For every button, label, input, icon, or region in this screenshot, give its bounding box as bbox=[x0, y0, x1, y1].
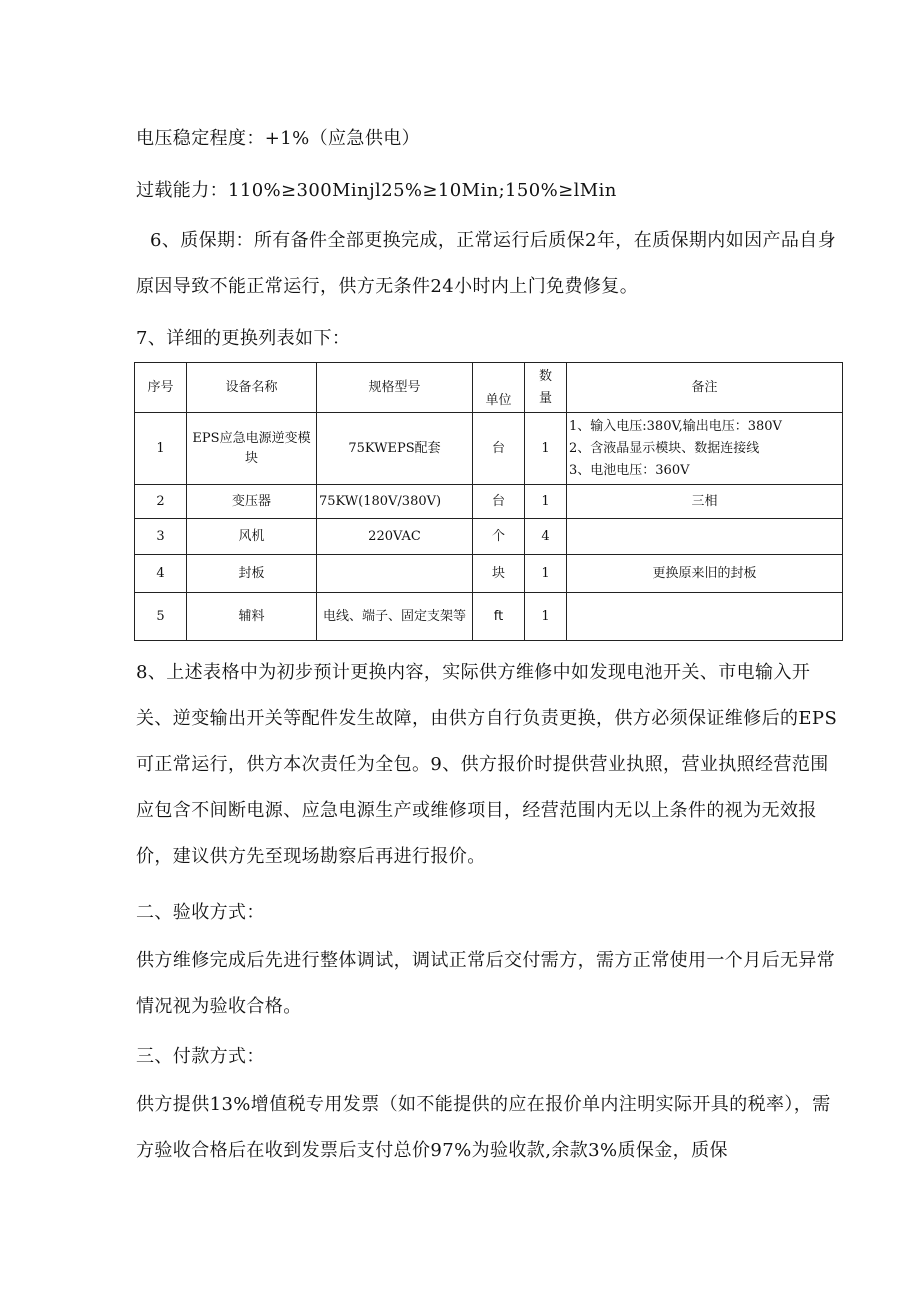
cell-model: 220VAC bbox=[317, 519, 473, 555]
cell-unit: 台 bbox=[473, 413, 525, 485]
cell-qty: 1 bbox=[525, 485, 567, 519]
cell-name: EPS应急电源逆变模块 bbox=[187, 413, 317, 485]
cell-qty: 1 bbox=[525, 555, 567, 593]
cell-name: 辅料 bbox=[187, 593, 317, 641]
cell-unit: 个 bbox=[473, 519, 525, 555]
cell-note: 更换原来旧的封板 bbox=[567, 555, 843, 593]
header-qty-2: 量 bbox=[538, 390, 552, 406]
cell-no: 4 bbox=[135, 555, 187, 593]
note-line: 3、电池电压：360V bbox=[569, 462, 690, 478]
section-heading-acceptance: 二、验收方式： bbox=[136, 902, 265, 923]
cell-note bbox=[567, 519, 843, 555]
cell-name: 封板 bbox=[187, 555, 317, 593]
header-name: 设备名称 bbox=[187, 363, 317, 413]
header-unit: 单位 bbox=[473, 363, 525, 413]
warranty-paragraph bbox=[136, 218, 842, 310]
voltage-stability-line: 电压稳定程度：+1%（应急供电） bbox=[136, 128, 421, 149]
cell-note bbox=[567, 593, 843, 641]
cell-note bbox=[567, 413, 843, 485]
cell-no: 1 bbox=[135, 413, 187, 485]
list-intro: 7、详细的更换列表如下： bbox=[136, 328, 351, 349]
table-header-row bbox=[135, 363, 843, 413]
table-row bbox=[135, 555, 843, 593]
cell-model: 75KW(180V/380V) bbox=[317, 485, 473, 519]
cell-no: 2 bbox=[135, 485, 187, 519]
header-no: 序号 bbox=[135, 363, 187, 413]
cell-note: 三相 bbox=[567, 485, 843, 519]
section-heading-payment: 三、付款方式： bbox=[136, 1046, 265, 1067]
acceptance-paragraph: 供方维修完成后先进行整体调试，调试正常后交付需方，需方正常使用一个月后无异常情况视为验收合格。 bbox=[136, 950, 836, 1017]
note-line: 2、含液晶显示模块、数据连接线 bbox=[569, 440, 760, 456]
cell-model bbox=[317, 555, 473, 593]
overload-line: 过载能力：110%≥300Minjl25%≥10Min;150%≥lMin bbox=[136, 180, 617, 201]
note-line: 1、输入电压:380V,输出电压：380V bbox=[569, 418, 782, 434]
table-row bbox=[135, 413, 843, 485]
cell-model: 75KWEPS配套 bbox=[317, 413, 473, 485]
cell-qty: 1 bbox=[525, 593, 567, 641]
cell-unit: 台 bbox=[473, 485, 525, 519]
cell-qty: 1 bbox=[525, 413, 567, 485]
cell-name: 风机 bbox=[187, 519, 317, 555]
cell-unit: ft bbox=[473, 593, 525, 641]
table-row bbox=[135, 519, 843, 555]
header-qty-1: 数 bbox=[538, 368, 552, 384]
cell-name: 变压器 bbox=[187, 485, 317, 519]
cell-unit: 块 bbox=[473, 555, 525, 593]
paragraph-8: 8、上述表格中为初步预计更换内容，实际供方维修中如发现电池开关、市电输入开关、逆变输出开关等配件发生故障，由供方自行负责更换，供方必须保证维修后的EPS可正常运行，供方本次责任为全包。9、供方报价时提供营业执照，营业执照经营范围应包含不间断电源、应急电源生产或维修项目，经营范围内无以上条件的视为无效报价，建议供方先至现场勘察后再进行报价。 bbox=[136, 662, 838, 867]
table-row bbox=[135, 485, 843, 519]
header-note: 备注 bbox=[567, 363, 843, 413]
table-row bbox=[135, 593, 843, 641]
cell-model: 电线、端子、固定支架等 bbox=[317, 593, 473, 641]
header-model: 规格型号 bbox=[317, 363, 473, 413]
header-qty bbox=[525, 363, 567, 413]
warranty-text: 6、质保期：所有备件全部更换完成，正常运行后质保2年，在质保期内如因产品自身原因导致不能正常运行，供方无条件24小时内上门免费修复。 bbox=[136, 230, 837, 297]
cell-qty: 4 bbox=[525, 519, 567, 555]
cell-no: 5 bbox=[135, 593, 187, 641]
replacement-table bbox=[134, 362, 843, 641]
cell-no: 3 bbox=[135, 519, 187, 555]
payment-paragraph: 供方提供13%增值税专用发票（如不能提供的应在报价单内注明实际开具的税率），需方验收合格后在收到发票后支付总价97%为验收款,余款3%质保金，质保 bbox=[136, 1094, 831, 1161]
